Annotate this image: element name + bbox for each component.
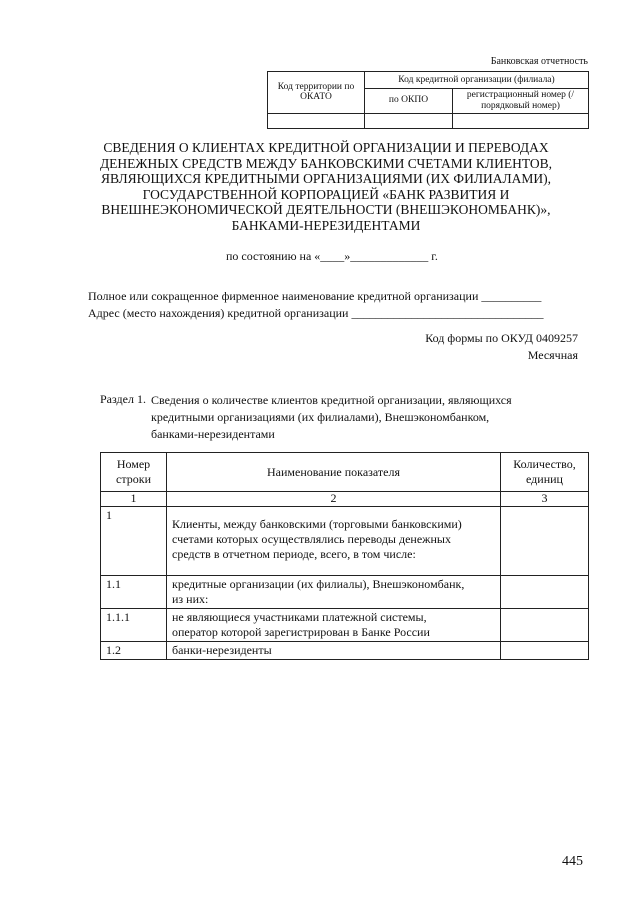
row-number: 1.1.1 [101,609,167,642]
org-name-line: Полное или сокращенное фирменное наименование кредитной организации __________ [88,289,542,303]
row-description [167,642,501,660]
row-description-line: кредитные организации (их филиалы), Внешэкономбанк, [172,577,465,591]
territory-code-cell [268,113,365,128]
form-code: Код формы по ОКУД 0409257 [425,331,578,345]
title-line: ДЕНЕЖНЫХ СРЕДСТВ МЕЖДУ БАНКОВСКИМИ СЧЕТАМИ КЛИЕНТОВ, [99,155,553,171]
row-description-line: счетами которых осуществлялись переводы денежных [172,532,451,546]
okpo-cell [365,113,453,128]
reg-number-cell [453,113,589,128]
section-title-line: банками-нерезидентами [151,427,275,441]
row-value [501,576,589,609]
row-description-line: не являющиеся участниками платежной системы, [172,610,427,624]
row-number: 1 [101,507,167,576]
row-number: 1.1 [101,576,167,609]
row-number: 1.2 [101,642,167,660]
form-code-block [425,330,578,364]
row-description-line: оператор которой зарегистрирован в Банке России [172,625,430,639]
row-description-line: средств в отчетном периоде, всего, в том числе: [172,547,416,561]
title-line: ГОСУДАРСТВЕННОЙ КОРПОРАЦИЕЙ «БАНК РАЗВИТИЯ И [142,186,510,202]
col-header-row-number: Номер строки [101,453,167,492]
section-number: Раздел 1. [100,392,146,406]
row-description [167,507,501,576]
section-title [151,392,531,443]
table-row [101,507,589,576]
row-description [167,609,501,642]
table-header-row [101,453,589,492]
col-header-quantity: Количество, единиц [501,453,589,492]
credit-org-code-header: Код кредитной организации (филиала) [365,72,589,89]
clients-table [100,452,589,660]
title-line: СВЕДЕНИЯ О КЛИЕНТАХ КРЕДИТНОЙ ОРГАНИЗАЦИИ И ПЕРЕВОДАХ [103,140,549,155]
title-line: БАНКАМИ-НЕРЕЗИДЕНТАМИ [231,217,421,233]
row-description-line: из них: [172,592,209,606]
table-row [101,609,589,642]
column-number: 1 [101,492,167,507]
title-line: ЯВЛЯЮЩИХСЯ КРЕДИТНЫМИ ОРГАНИЗАЦИЯМИ (ИХ ФИЛИАЛАМИ), [100,171,552,186]
as-of-date: по состоянию на «____»_____________ г. [226,249,438,263]
row-value [501,642,589,660]
column-number: 2 [167,492,501,507]
report-type-label: Банковская отчетность [490,56,588,67]
org-address-line: Адрес (место нахождения) кредитной организации ________________________________ [88,306,544,320]
table-row [101,576,589,609]
row-description [167,576,501,609]
column-numbers-row [101,492,589,507]
row-description-line: Клиенты, между банковскими (торговыми банковскими) [172,517,462,531]
row-value [501,609,589,642]
reg-number-header: регистрационный номер (/порядковый номер) [453,89,589,114]
column-number: 3 [501,492,589,507]
table-row [101,642,589,660]
row-description-line: банки-нерезиденты [172,643,272,657]
form-period: Месячная [527,348,578,362]
organization-info [88,288,543,322]
section-title-line: кредитными организациями (их филиалами), Внешэкономбанком, [151,410,490,424]
section-title-line: Сведения о количестве клиентов кредитной организации, являющихся [151,393,512,407]
col-header-indicator: Наименование показателя [167,453,501,492]
page-number: 445 [562,854,583,869]
row-value [501,507,589,576]
territory-code-header: Код территории по ОКАТО [268,72,365,114]
document-title [96,140,556,233]
okpo-header: по ОКПО [365,89,453,114]
title-line: ВНЕШНЕЭКОНОМИЧЕСКОЙ ДЕЯТЕЛЬНОСТИ (ВНЕШЭКОНОМБАНК)», [101,202,551,217]
codes-table [267,71,589,129]
